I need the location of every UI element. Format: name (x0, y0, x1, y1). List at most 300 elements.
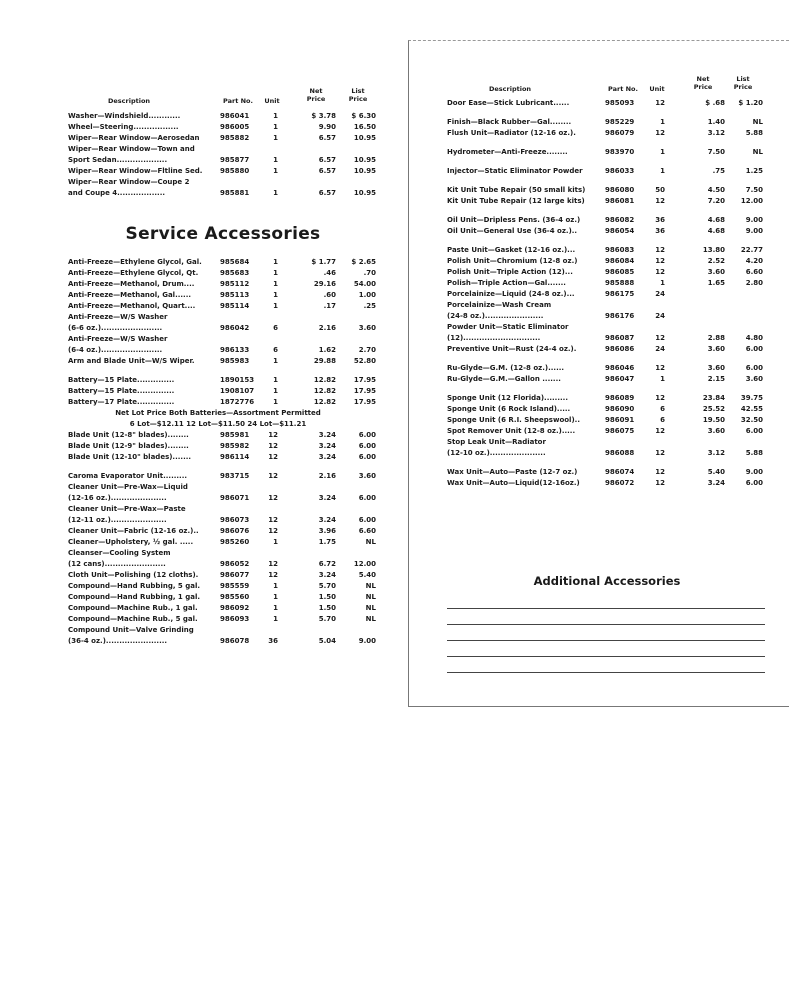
list-price: 17.95 (353, 376, 376, 384)
unit-quantity: 1 (660, 279, 665, 287)
list-price: 6.00 (358, 516, 376, 524)
part-number: 986077 (220, 571, 250, 579)
item-description: Porcelainize—Liquid (24-8 oz.)... (447, 290, 575, 298)
net-price: 3.60 (707, 345, 725, 353)
net-price: 25.52 (702, 405, 725, 413)
table-row (0, 592, 400, 603)
item-description: Wax Unit—Auto—Liquid(12-16oz.) (447, 479, 580, 487)
table-row (0, 356, 400, 367)
table-row (409, 245, 789, 256)
part-number: 985093 (605, 99, 635, 107)
list-price: 9.00 (745, 227, 763, 235)
table-row (409, 185, 789, 196)
part-number: 986091 (605, 416, 635, 424)
net-price: 13.80 (702, 246, 725, 254)
item-description: Powder Unit—Static Eliminator (447, 323, 569, 331)
item-description: Blade Unit (12-9" blades)........ (68, 442, 189, 450)
table-row (409, 393, 789, 404)
item-description: Paste Unit—Gasket (12-16 oz.)... (447, 246, 576, 254)
item-description: Battery—15 Plate.............. (68, 376, 175, 384)
net-price: 6.57 (318, 189, 336, 197)
table-row (409, 363, 789, 374)
part-number: 985112 (220, 280, 250, 288)
item-description: (36-4 oz.)....................... (68, 637, 168, 645)
table-row (0, 397, 400, 408)
item-description: Sponge Unit (12 Florida)......... (447, 394, 568, 402)
item-description: Washer—Windshield............ (68, 112, 181, 120)
blank-entry-line (447, 624, 765, 625)
part-number: 986089 (605, 394, 635, 402)
item-description: (24-8 oz.)...................... (447, 312, 544, 320)
unit-quantity: 1 (273, 387, 278, 395)
unit-quantity: 12 (655, 99, 665, 107)
unit-quantity: 1 (273, 134, 278, 142)
table-row (409, 226, 789, 237)
unit-quantity: 24 (655, 345, 665, 353)
unit-quantity: 12 (268, 527, 278, 535)
unit-quantity: 12 (655, 468, 665, 476)
net-price: 3.24 (318, 571, 336, 579)
table-row (0, 548, 400, 559)
table-row (409, 289, 789, 300)
part-number: 985877 (220, 156, 250, 164)
table-row (0, 166, 400, 177)
unit-quantity: 1 (660, 375, 665, 383)
part-number: 985683 (220, 269, 250, 277)
net-price: 3.24 (318, 494, 336, 502)
table-row (0, 581, 400, 592)
unit-quantity: 12 (268, 494, 278, 502)
list-price: 2.70 (358, 346, 376, 354)
net-price: 7.50 (707, 148, 725, 156)
item-description: Anti-Freeze—Methanol, Quart.... (68, 302, 196, 310)
list-price: 9.00 (745, 216, 763, 224)
table-row (0, 614, 400, 625)
net-price: 29.16 (313, 280, 336, 288)
table-row (0, 290, 400, 301)
item-description: (12-10 oz.)..................... (447, 449, 546, 457)
item-description: Flush Unit—Radiator (12-16 oz.). (447, 129, 576, 137)
list-price: 1.25 (745, 167, 763, 175)
unit-quantity: 12 (655, 334, 665, 342)
table-row (409, 404, 789, 415)
unit-quantity: 1 (660, 148, 665, 156)
table-row (0, 334, 400, 345)
table-row (0, 111, 400, 122)
table-row (0, 504, 400, 515)
net-price: $ 3.78 (311, 112, 336, 120)
part-number: 986072 (605, 479, 635, 487)
header-list-price: List Price (733, 75, 753, 91)
table-row (409, 215, 789, 226)
list-price: 6.00 (358, 453, 376, 461)
item-description: Battery—15 Plate.............. (68, 387, 175, 395)
table-row (0, 570, 400, 581)
unit-quantity: 1 (273, 357, 278, 365)
part-number: 986092 (220, 604, 250, 612)
item-description: Cleaner Unit—Pre-Wax—Liquid (68, 483, 188, 491)
list-price: $ 2.65 (351, 258, 376, 266)
unit-quantity: 6 (273, 324, 278, 332)
part-number: 986042 (220, 324, 250, 332)
item-description: Oil Unit—Dripless Pens. (36-4 oz.) (447, 216, 581, 224)
part-number: 985559 (220, 582, 250, 590)
header-list-price: List Price (348, 87, 368, 103)
list-price: 1.00 (358, 291, 376, 299)
net-price: 23.84 (702, 394, 725, 402)
net-price: 3.96 (318, 527, 336, 535)
part-number: 986085 (605, 268, 635, 276)
part-number: 986175 (605, 290, 635, 298)
list-price: 6.00 (358, 494, 376, 502)
list-price: 54.00 (353, 280, 376, 288)
table-row (0, 323, 400, 334)
table-row (0, 279, 400, 290)
net-price: 2.15 (707, 375, 725, 383)
net-price: 6.72 (318, 560, 336, 568)
part-number: 986047 (605, 375, 635, 383)
net-price: 12.82 (313, 387, 336, 395)
net-price: 29.88 (313, 357, 336, 365)
item-description: Cloth Unit—Polishing (12 cloths). (68, 571, 199, 579)
section-title-service-accessories: Service Accessories (125, 224, 321, 244)
item-description: Cleaner Unit—Pre-Wax—Paste (68, 505, 186, 513)
list-price: 6.00 (745, 479, 763, 487)
section-title-additional-accessories: Additional Accessories (533, 574, 681, 588)
unit-quantity: 12 (655, 268, 665, 276)
unit-quantity: 1 (660, 118, 665, 126)
net-price: 3.24 (318, 442, 336, 450)
item-description: Sponge Unit (6 R.I. Sheepswool).. (447, 416, 580, 424)
unit-quantity: 1 (273, 291, 278, 299)
part-number: 985260 (220, 538, 250, 546)
net-price: 3.60 (707, 268, 725, 276)
list-price: NL (752, 148, 763, 156)
unit-quantity: 36 (655, 227, 665, 235)
unit-quantity: 1 (273, 189, 278, 197)
right-accessories-list (409, 98, 789, 489)
table-row (409, 128, 789, 139)
table-row (0, 441, 400, 452)
part-number: 986093 (220, 615, 250, 623)
unit-quantity: 1 (660, 167, 665, 175)
unit-quantity: 12 (268, 431, 278, 439)
list-price: $ 1.20 (738, 99, 763, 107)
net-price: 3.24 (318, 453, 336, 461)
unit-quantity: 1 (273, 376, 278, 384)
net-price: 1.62 (318, 346, 336, 354)
header-description: Description (489, 85, 532, 93)
net-price: 1.65 (707, 279, 725, 287)
item-description: (6-6 oz.)....................... (68, 324, 163, 332)
part-number: 985881 (220, 189, 250, 197)
table-row (0, 419, 400, 430)
table-row (409, 448, 789, 459)
table-row (409, 333, 789, 344)
item-description: Ru-Glyde—G.M. (12-8 oz.)...... (447, 364, 565, 372)
item-description: Porcelainize—Wash Cream (447, 301, 552, 309)
item-description: Cleaner—Upholstery, ½ gal. ..... (68, 538, 194, 546)
table-row (409, 166, 789, 177)
table-row (0, 188, 400, 199)
part-number: 985684 (220, 258, 250, 266)
table-row (409, 478, 789, 489)
table-row (409, 267, 789, 278)
item-description: Wheel—Steering................. (68, 123, 179, 131)
table-row (409, 426, 789, 437)
table-row (409, 467, 789, 478)
part-number: 986041 (220, 112, 250, 120)
item-description: Arm and Blade Unit—W/S Wiper. (68, 357, 195, 365)
table-row (0, 452, 400, 463)
left-top-list (0, 111, 400, 199)
unit-quantity: 1 (273, 156, 278, 164)
table-row (0, 603, 400, 614)
net-price: 2.88 (707, 334, 725, 342)
table-row (0, 345, 400, 356)
part-number: 986083 (605, 246, 635, 254)
item-description: Caroma Evaporator Unit......... (68, 472, 188, 480)
part-number: 986090 (605, 405, 635, 413)
part-number: 985888 (605, 279, 635, 287)
table-row (0, 386, 400, 397)
net-price: 12.82 (313, 376, 336, 384)
item-description: Kit Unit Tube Repair (50 small kits) (447, 186, 586, 194)
part-number: 985229 (605, 118, 635, 126)
unit-quantity: 12 (268, 453, 278, 461)
unit-quantity: 12 (268, 516, 278, 524)
item-description: Oil Unit—General Use (36-4 oz.).. (447, 227, 578, 235)
item-description: (12 cans)....................... (68, 560, 166, 568)
part-number: 986046 (605, 364, 635, 372)
item-description: Polish—Triple Action—Gal....... (447, 279, 566, 287)
item-description: Polish Unit—Triple Action (12)... (447, 268, 573, 276)
part-number: 986079 (605, 129, 635, 137)
list-price: NL (365, 538, 376, 546)
list-price: 5.88 (745, 449, 763, 457)
item-description: Anti-Freeze—Ethylene Glycol, Gal. (68, 258, 202, 266)
unit-quantity: 1 (273, 302, 278, 310)
unit-quantity: 6 (273, 346, 278, 354)
part-number: 986078 (220, 637, 250, 645)
net-price: 2.16 (318, 472, 336, 480)
unit-quantity: 6 (660, 416, 665, 424)
unit-quantity: 12 (655, 427, 665, 435)
list-price: 39.75 (740, 394, 763, 402)
table-row (409, 98, 789, 109)
list-price: 12.00 (353, 560, 376, 568)
list-price: $ 6.30 (351, 112, 376, 120)
item-description: Stop Leak Unit—Radiator (447, 438, 546, 446)
list-price: 10.95 (353, 156, 376, 164)
list-price: 12.00 (740, 197, 763, 205)
item-description: Injector—Static Eliminator Powder (447, 167, 583, 175)
blank-entry-line (447, 656, 765, 657)
unit-quantity: 12 (268, 442, 278, 450)
item-description: Anti-Freeze—W/S Washer (68, 335, 168, 343)
net-price: 3.60 (707, 427, 725, 435)
net-price: 9.90 (318, 123, 336, 131)
table-row (409, 311, 789, 322)
unit-quantity: 24 (655, 312, 665, 320)
part-number: 985983 (220, 357, 250, 365)
unit-quantity: 50 (655, 186, 665, 194)
unit-quantity: 1 (273, 112, 278, 120)
table-row (0, 268, 400, 279)
header-part-no: Part No. (608, 85, 638, 93)
item-description: Blade Unit (12-8" blades)........ (68, 431, 189, 439)
part-number: 986086 (605, 345, 635, 353)
unit-quantity: 1 (273, 615, 278, 623)
item-description: Cleaner Unit—Fabric (12-16 oz.).. (68, 527, 199, 535)
net-price: 7.20 (707, 197, 725, 205)
part-number: 985114 (220, 302, 250, 310)
list-price: 6.00 (745, 364, 763, 372)
part-number: 986176 (605, 312, 635, 320)
part-number: 986005 (220, 123, 250, 131)
net-price: .17 (323, 302, 336, 310)
item-description: (12-11 oz.)..................... (68, 516, 167, 524)
net-price: 2.52 (707, 257, 725, 265)
table-row (0, 526, 400, 537)
part-number: 985560 (220, 593, 250, 601)
item-description: Battery—17 Plate.............. (68, 398, 175, 406)
service-accessories-list (0, 257, 400, 647)
net-price: 3.60 (707, 364, 725, 372)
header-part-no: Part No. (223, 97, 253, 105)
item-description: Compound—Hand Rubbing, 1 gal. (68, 593, 201, 601)
list-price: NL (752, 118, 763, 126)
table-row (409, 322, 789, 333)
list-price: 4.20 (745, 257, 763, 265)
table-row (409, 278, 789, 289)
table-row (409, 300, 789, 311)
item-description: Cleanser—Cooling System (68, 549, 171, 557)
net-price: 5.04 (318, 637, 336, 645)
unit-quantity: 1 (273, 123, 278, 131)
part-number: 985882 (220, 134, 250, 142)
table-row (0, 559, 400, 570)
net-price: 3.12 (707, 449, 725, 457)
net-price: 1.40 (707, 118, 725, 126)
item-description: Sponge Unit (6 Rock Island)..... (447, 405, 571, 413)
list-price: 6.00 (358, 442, 376, 450)
list-price: 6.00 (358, 431, 376, 439)
list-price: 5.40 (358, 571, 376, 579)
unit-quantity: 6 (660, 405, 665, 413)
unit-quantity: 12 (655, 246, 665, 254)
unit-quantity: 12 (655, 129, 665, 137)
net-price: $ 1.77 (311, 258, 336, 266)
part-number: 986052 (220, 560, 250, 568)
unit-quantity: 12 (268, 571, 278, 579)
part-number: 983970 (605, 148, 635, 156)
list-price: NL (365, 615, 376, 623)
blank-entry-line (447, 608, 765, 609)
unit-quantity: 1 (273, 582, 278, 590)
list-price: NL (365, 593, 376, 601)
part-number: 986054 (605, 227, 635, 235)
unit-quantity: 12 (655, 364, 665, 372)
net-price: 3.24 (318, 431, 336, 439)
list-price: 3.60 (745, 375, 763, 383)
list-price: 22.77 (740, 246, 763, 254)
unit-quantity: 36 (268, 637, 278, 645)
item-description: Anti-Freeze—W/S Washer (68, 313, 168, 321)
list-price: 17.95 (353, 387, 376, 395)
net-price: 6.57 (318, 167, 336, 175)
list-price: 10.95 (353, 134, 376, 142)
part-number: 986088 (605, 449, 635, 457)
table-row (409, 374, 789, 385)
net-price: 3.12 (707, 129, 725, 137)
table-row (0, 301, 400, 312)
part-number: 985113 (220, 291, 250, 299)
list-price: 6.60 (745, 268, 763, 276)
unit-quantity: 1 (273, 604, 278, 612)
net-price: .75 (712, 167, 725, 175)
lot-price-note: 6 Lot—$12.11 12 Lot—$11.50 24 Lot—$11.21 (129, 420, 307, 428)
table-row (0, 408, 400, 419)
item-description: Compound—Machine Rub., 1 gal. (68, 604, 198, 612)
table-row (0, 133, 400, 144)
unit-quantity: 1 (273, 167, 278, 175)
part-number: 1890153 (220, 376, 255, 384)
table-row (0, 636, 400, 647)
table-row (0, 493, 400, 504)
net-price: 1.75 (318, 538, 336, 546)
item-description: Wax Unit—Auto—Paste (12-7 oz.) (447, 468, 578, 476)
part-number: 986080 (605, 186, 635, 194)
blank-entry-line (447, 672, 765, 673)
item-description: Anti-Freeze—Methanol, Gal...... (68, 291, 192, 299)
part-number: 986071 (220, 494, 250, 502)
item-description: (12)............................. (447, 334, 541, 342)
unit-quantity: 1 (273, 398, 278, 406)
list-price: 32.50 (740, 416, 763, 424)
item-description: Wiper—Rear Window—Town and (68, 145, 195, 153)
net-price: 3.24 (318, 516, 336, 524)
net-price: .46 (323, 269, 336, 277)
item-description: Wiper—Rear Window—Fltline Sed. (68, 167, 203, 175)
table-row (0, 144, 400, 155)
item-description: Finish—Black Rubber—Gal........ (447, 118, 572, 126)
list-price: .25 (363, 302, 376, 310)
list-price: 9.00 (745, 468, 763, 476)
unit-quantity: 1 (273, 280, 278, 288)
unit-quantity: 1 (273, 258, 278, 266)
list-price: 17.95 (353, 398, 376, 406)
table-row (0, 537, 400, 548)
table-row (0, 515, 400, 526)
part-number: 1908107 (220, 387, 255, 395)
net-price: $ .68 (705, 99, 725, 107)
header-description: Description (108, 97, 151, 105)
unit-quantity: 12 (268, 472, 278, 480)
net-price: 12.82 (313, 398, 336, 406)
unit-quantity: 24 (655, 290, 665, 298)
lot-price-note: Net Lot Price Both Batteries—Assortment Permitted (115, 409, 321, 417)
header-unit: Unit (264, 97, 280, 105)
item-description: Blade Unit (12-10" blades)....... (68, 453, 192, 461)
table-row (409, 196, 789, 207)
unit-quantity: 12 (655, 257, 665, 265)
header-net-price: Net Price (693, 75, 713, 91)
item-description: Anti-Freeze—Methanol, Drum.... (68, 280, 195, 288)
part-number: 986076 (220, 527, 250, 535)
item-description: Door Ease—Stick Lubricant...... (447, 99, 570, 107)
item-description: Compound—Machine Rub., 5 gal. (68, 615, 198, 623)
